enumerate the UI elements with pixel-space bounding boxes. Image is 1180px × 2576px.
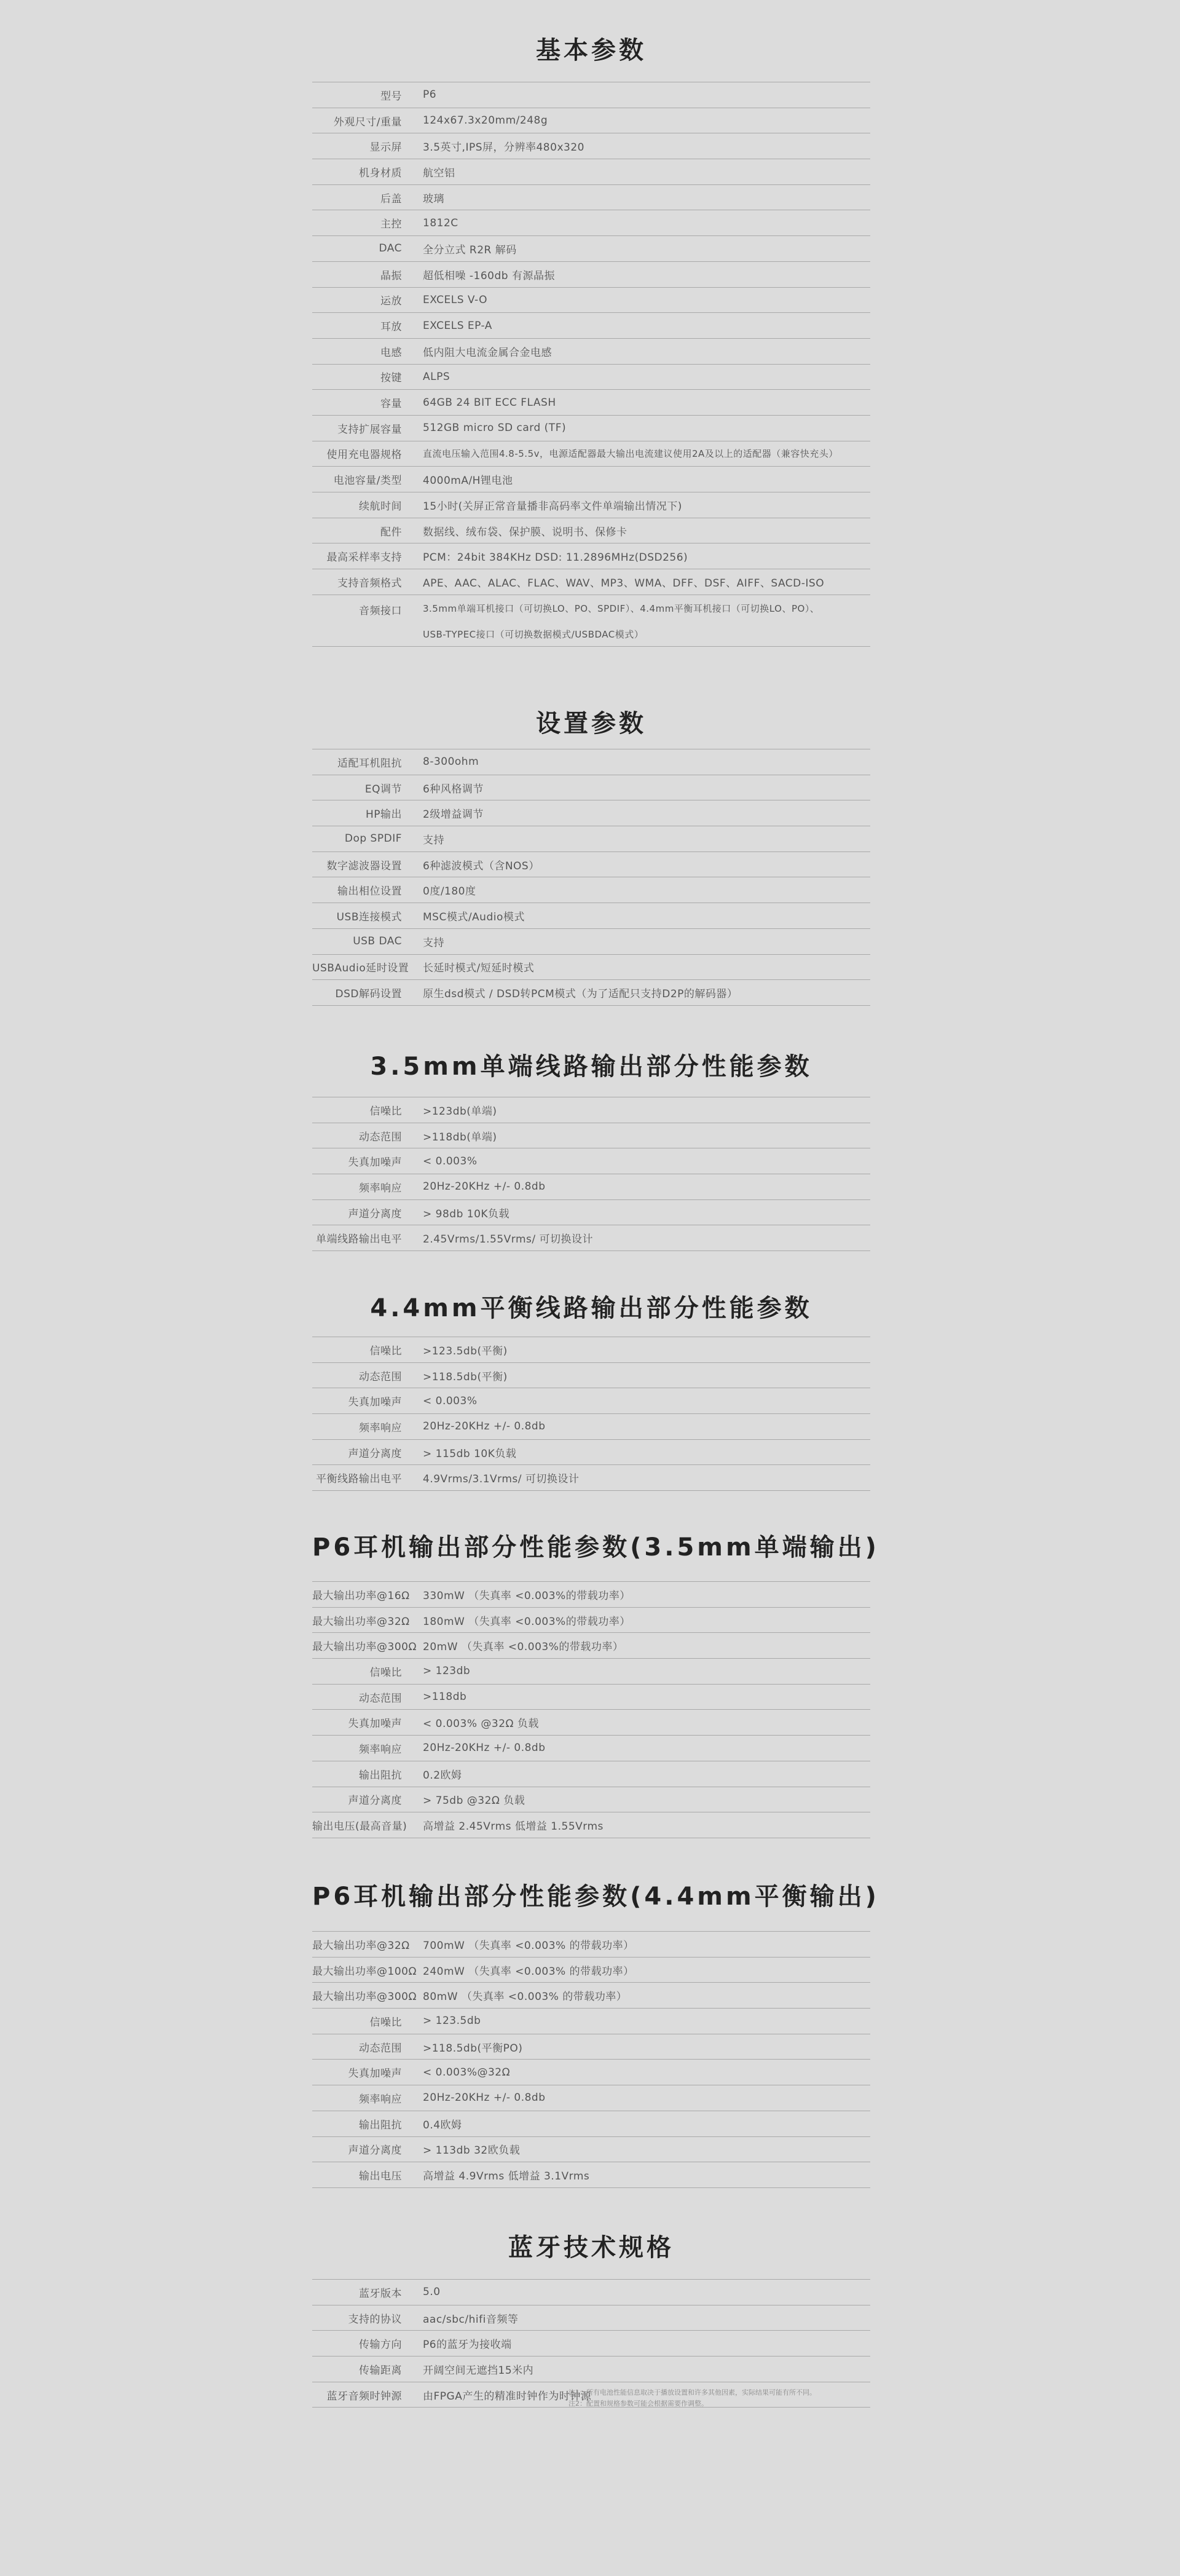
row-label: 失真加噪声	[348, 1156, 402, 1169]
table-row	[312, 2060, 870, 2085]
row-value: 高增益 4.9Vrms 低增益 3.1Vrms	[423, 2170, 590, 2183]
row-label: 平衡线路输出电平	[316, 1473, 402, 1486]
row-value: 支持	[423, 834, 444, 847]
table-row	[312, 1710, 870, 1736]
row-label: 动态范围	[359, 1692, 402, 1705]
row-value: 4.9Vrms/3.1Vrms/ 可切换设计	[423, 1473, 580, 1486]
row-value: APE、AAC、ALAC、FLAC、WAV、MP3、WMA、DFF、DSF、AIFF、SACD-ISO	[423, 577, 825, 590]
row-label: 输出电压(最高音量)	[312, 1820, 407, 1833]
row-value: 由FPGA产生的精准时钟作为时钟源	[423, 2390, 592, 2403]
table-row	[312, 800, 870, 826]
table-row	[312, 2331, 870, 2357]
footnote: 注2：配置和规格参数可能会根据需要作调整。	[568, 2400, 708, 2408]
row-label: 支持扩展容量	[337, 423, 402, 436]
row-label: 传输距离	[359, 2364, 402, 2377]
row-label: 失真加噪声	[348, 1396, 402, 1409]
row-value: >118.5db(平衡PO)	[423, 2042, 523, 2055]
row-value: P6的蓝牙为接收端	[423, 2339, 512, 2352]
row-label: HP输出	[365, 808, 402, 821]
row-value: 原生dsd模式 / DSD转PCM模式（为了适配只支持D2P的解码器）	[423, 988, 738, 1001]
row-value: 玻璃	[423, 192, 444, 205]
row-label: 声道分离度	[348, 1207, 402, 1220]
row-value: 80mW （失真率 <0.003% 的带载功率）	[423, 1991, 627, 2004]
row-label: 最大输出功率@16Ω	[312, 1589, 410, 1602]
row-value: >123db(单端)	[423, 1105, 497, 1118]
row-label: 最高采样率支持	[326, 551, 402, 564]
row-label: EQ调节	[364, 783, 402, 796]
row-value: > 123.5db	[423, 2015, 481, 2028]
table-row	[312, 236, 870, 262]
table-row	[312, 390, 870, 416]
row-label: 显示屏	[369, 141, 402, 154]
row-value: < 0.003%	[423, 1155, 478, 1167]
row-label: 失真加噪声	[348, 1718, 402, 1731]
table-row	[312, 2162, 870, 2188]
table-row	[312, 2111, 870, 2137]
spec-table	[312, 1931, 870, 2188]
row-label: 支持的协议	[348, 2313, 402, 2326]
row-value: > 123db	[423, 1665, 471, 1678]
row-value: < 0.003%@32Ω	[423, 2066, 511, 2079]
row-value: 15小时(关屏正常音量播非高码率文件单端输出情况下)	[423, 500, 682, 513]
row-value: 0.2欧姆	[423, 1769, 462, 1782]
row-label: 使用充电器规格	[326, 449, 402, 462]
table-row	[312, 492, 870, 518]
row-value: EXCELS EP-A	[423, 319, 492, 332]
row-label: 输出相位设置	[337, 885, 402, 898]
row-value: 1812C	[423, 216, 458, 229]
row-label: 适配耳机阻抗	[337, 757, 402, 770]
table-row	[312, 1465, 870, 1491]
row-label: 频率响应	[359, 1182, 402, 1195]
row-label: 耳放	[380, 321, 402, 334]
table-row	[312, 955, 870, 981]
row-value: 180mW （失真率 <0.003%的带载功率）	[423, 1615, 631, 1628]
row-label: 失真加噪声	[348, 2068, 402, 2080]
table-row	[312, 2085, 870, 2111]
row-label: 最大输出功率@100Ω	[312, 1965, 417, 1978]
row-label: USB连接模式	[336, 911, 402, 923]
row-value: P6	[423, 89, 437, 101]
row-value: 124x67.3x20mm/248g	[423, 114, 548, 127]
row-label: 最大输出功率@300Ω	[312, 1991, 417, 2004]
row-value: 支持	[423, 936, 444, 949]
row-label: 单端线路输出电平	[316, 1233, 402, 1246]
row-value: 直流电压输入范围4.8-5.5v，电源适配器最大输出电流建议使用2A及以上的适配器（兼容快充头）	[423, 448, 838, 460]
row-value: 64GB 24 BIT ECC FLASH	[423, 396, 556, 409]
table-row	[312, 1932, 870, 1958]
row-value: > 113db 32欧负载	[423, 2144, 521, 2157]
row-label: 信噪比	[369, 1105, 402, 1118]
row-value: >118db	[423, 1691, 467, 1704]
row-value: 2级增益调节	[423, 808, 484, 821]
row-value: 3.5英寸,IPS屏，分辨率480x320	[423, 141, 584, 154]
table-row	[312, 1440, 870, 1466]
table-row	[312, 108, 870, 134]
table-row	[312, 518, 870, 544]
row-value: MSC模式/Audio模式	[423, 911, 525, 923]
table-row	[312, 2137, 870, 2163]
row-label: 输出阻抗	[359, 2119, 402, 2132]
row-value: 20Hz-20KHz +/- 0.8db	[423, 2092, 546, 2104]
row-value: > 75db @32Ω 负载	[423, 1795, 525, 1808]
row-value: 全分立式 R2R 解码	[423, 243, 517, 256]
section-title: P6耳机输出部分性能参数(3.5mm单端输出)	[312, 1533, 879, 1562]
row-value-line: USB-TYPEC接口（可切换数据模式/USBDAC模式）	[423, 628, 644, 640]
row-label: 最大输出功率@300Ω	[312, 1641, 417, 1654]
row-label: 续航时间	[359, 500, 402, 513]
table-row	[312, 749, 870, 775]
table-row	[312, 365, 870, 390]
row-value: >118.5db(平衡)	[423, 1370, 508, 1383]
table-row	[312, 288, 870, 314]
row-value: >123.5db(平衡)	[423, 1345, 508, 1357]
table-row	[312, 595, 870, 647]
row-label: 频率响应	[359, 1743, 402, 1756]
row-value: 20mW （失真率 <0.003%的带载功率）	[423, 1641, 624, 1654]
footnotes	[568, 2387, 876, 2409]
row-label: 电池容量/类型	[333, 475, 402, 488]
row-label: 动态范围	[359, 1131, 402, 1144]
row-value: 开阔空间无遮挡15米内	[423, 2364, 534, 2377]
row-label: 配件	[380, 526, 402, 539]
table-row	[312, 1174, 870, 1200]
table-row	[312, 159, 870, 185]
row-label: 信噪比	[369, 1666, 402, 1679]
table-row	[312, 1225, 870, 1251]
row-label: 运放	[380, 295, 402, 308]
row-label: 输出阻抗	[359, 1769, 402, 1782]
row-value: < 0.003% @32Ω 负载	[423, 1718, 539, 1731]
row-value: PCM：24bit 384KHz DSD: 11.2896MHz(DSD256)	[423, 551, 688, 564]
row-label: 后盖	[380, 192, 402, 205]
section-title: 基本参数	[536, 36, 647, 65]
row-label: 晶振	[380, 269, 402, 282]
table-row	[312, 543, 870, 569]
spec-table	[312, 82, 870, 647]
table-row	[312, 1123, 870, 1149]
row-value-line: 3.5mm单端耳机接口（可切换LO、PO、SPDIF）、4.4mm平衡耳机接口（可切换LO、PO）、	[423, 603, 820, 614]
table-row	[312, 1685, 870, 1710]
row-value: 20Hz-20KHz +/- 0.8db	[423, 1742, 546, 1755]
row-label: 最大输出功率@32Ω	[312, 1939, 410, 1952]
table-row	[312, 2357, 870, 2382]
row-label: 信噪比	[369, 2016, 402, 2029]
row-label: 型号	[380, 90, 402, 103]
row-label: 最大输出功率@32Ω	[312, 1615, 410, 1628]
row-label: 声道分离度	[348, 2144, 402, 2157]
row-label: 蓝牙音频时钟源	[326, 2390, 402, 2403]
row-value: 20Hz-20KHz +/- 0.8db	[423, 1420, 546, 1433]
table-row	[312, 569, 870, 595]
row-label: 动态范围	[359, 1370, 402, 1383]
table-row	[312, 185, 870, 211]
table-row	[312, 1148, 870, 1174]
row-label: 主控	[380, 218, 402, 231]
row-label: 声道分离度	[348, 1447, 402, 1460]
row-value: 330mW （失真率 <0.003%的带载功率）	[423, 1589, 631, 1602]
table-row	[312, 1787, 870, 1813]
table-row	[312, 1608, 870, 1634]
row-label: 输出电压	[359, 2170, 402, 2183]
row-value: 长延时模式/短延时模式	[423, 962, 535, 975]
table-row	[312, 1582, 870, 1608]
table-row	[312, 2034, 870, 2060]
table-row	[312, 1736, 870, 1761]
row-label: 音频接口	[359, 604, 402, 617]
section-title: 蓝牙技术规格	[508, 2234, 674, 2262]
table-row	[312, 2280, 870, 2305]
row-value: EXCELS V-O	[423, 293, 488, 306]
row-label: USBAudio延时设置	[312, 962, 409, 975]
table-row	[312, 2009, 870, 2034]
table-row	[312, 929, 870, 955]
row-value: 5.0	[423, 2286, 441, 2299]
row-value: 0.4欧姆	[423, 2119, 462, 2132]
table-row	[312, 1983, 870, 2009]
row-value: 航空铝	[423, 167, 455, 180]
row-value: > 115db 10K负载	[423, 1447, 517, 1460]
table-row	[312, 1200, 870, 1226]
section-title: P6耳机输出部分性能参数(4.4mm平衡输出)	[312, 1883, 879, 1911]
row-value: 2.45Vrms/1.55Vrms/ 可切换设计	[423, 1233, 594, 1246]
table-row	[312, 1388, 870, 1414]
table-row	[312, 313, 870, 339]
row-label: 机身材质	[359, 167, 402, 180]
table-row	[312, 877, 870, 903]
table-row	[312, 775, 870, 801]
row-value: >118db(单端)	[423, 1131, 497, 1144]
row-value: 数据线、绒布袋、保护膜、说明书、保修卡	[423, 526, 627, 539]
row-label: 蓝牙版本	[359, 2287, 402, 2300]
table-row	[312, 1761, 870, 1787]
row-label: 电感	[380, 346, 402, 359]
row-label: 频率响应	[359, 1421, 402, 1434]
row-value: ALPS	[423, 370, 450, 383]
table-row	[312, 1337, 870, 1363]
row-label: 动态范围	[359, 2042, 402, 2055]
table-row	[312, 980, 870, 1006]
table-row	[312, 82, 870, 108]
section-title: 4.4mm平衡线路输出部分性能参数	[370, 1294, 812, 1322]
row-value: 低内阻大电流金属合金电感	[423, 346, 552, 359]
row-value: 8-300ohm	[423, 756, 479, 768]
row-label: Dop SPDIF	[344, 832, 402, 845]
row-value: 700mW （失真率 <0.003% 的带载功率）	[423, 1939, 634, 1952]
table-row	[312, 1097, 870, 1123]
row-label: 容量	[380, 398, 402, 411]
table-row	[312, 210, 870, 236]
row-label: 声道分离度	[348, 1795, 402, 1808]
row-value: 超低相噪 -160db 有源晶振	[423, 269, 555, 282]
table-row	[312, 852, 870, 878]
spec-table	[312, 749, 870, 1006]
section-title: 3.5mm单端线路输出部分性能参数	[370, 1053, 812, 1081]
table-row	[312, 262, 870, 288]
row-value	[412, 595, 870, 647]
row-label: USB DAC	[353, 935, 402, 948]
row-label: 按键	[380, 372, 402, 385]
spec-table	[312, 1337, 870, 1491]
row-label: 数字滤波器设置	[326, 859, 402, 872]
table-row	[312, 903, 870, 929]
table-row	[312, 2305, 870, 2331]
spec-table	[312, 1581, 870, 1838]
table-row	[312, 1363, 870, 1389]
table-row	[312, 1414, 870, 1440]
table-row	[312, 441, 870, 467]
row-label: 传输方向	[359, 2339, 402, 2352]
table-row	[312, 1812, 870, 1838]
row-value: 高增益 2.45Vrms 低增益 1.55Vrms	[423, 1820, 604, 1833]
section-title: 设置参数	[536, 709, 647, 738]
row-label: 信噪比	[369, 1345, 402, 1357]
row-value: 6种风格调节	[423, 783, 484, 796]
row-value: 240mW （失真率 <0.003% 的带载功率）	[423, 1965, 634, 1978]
spec-table	[312, 1097, 870, 1251]
table-row	[312, 1659, 870, 1685]
row-value: 4000mA/H锂电池	[423, 475, 513, 488]
table-row	[312, 826, 870, 852]
table-row	[312, 416, 870, 441]
row-value: 20Hz-20KHz +/- 0.8db	[423, 1180, 546, 1193]
row-label: 支持音频格式	[337, 577, 402, 590]
row-value: < 0.003%	[423, 1394, 478, 1407]
row-value: > 98db 10K负载	[423, 1207, 510, 1220]
row-value: 0度/180度	[423, 885, 476, 898]
table-row	[312, 133, 870, 159]
row-label: DSD解码设置	[335, 988, 402, 1001]
row-value: 512GB micro SD card (TF)	[423, 422, 567, 435]
table-row	[312, 1633, 870, 1659]
table-row	[312, 467, 870, 492]
row-value: 6种滤波模式（含NOS）	[423, 859, 540, 872]
table-row	[312, 1958, 870, 1983]
row-label: DAC	[379, 242, 402, 255]
row-label: 外观尺寸/重量	[333, 116, 402, 128]
footnote: 注1：所有电池性能信息取决于播放设置和许多其他因素，实际结果可能有所不同。	[568, 2388, 816, 2396]
row-value: aac/sbc/hifi音频等	[423, 2313, 519, 2326]
row-label: 频率响应	[359, 2093, 402, 2106]
table-row	[312, 339, 870, 365]
